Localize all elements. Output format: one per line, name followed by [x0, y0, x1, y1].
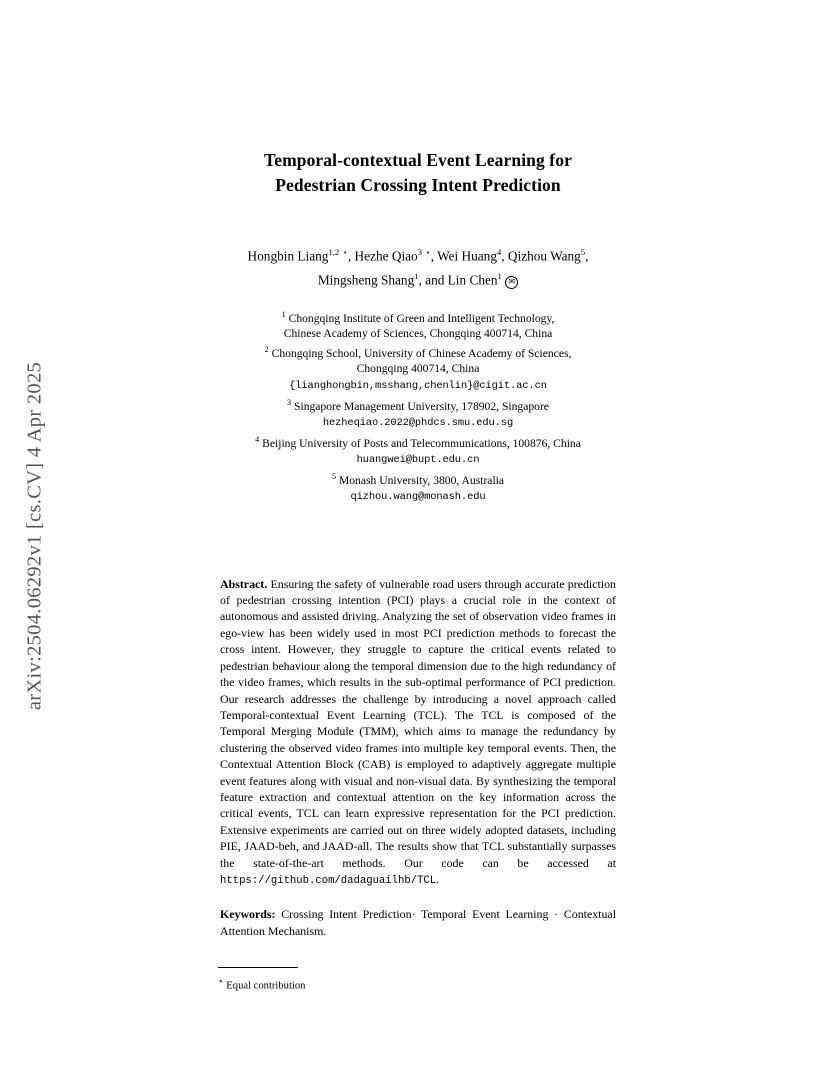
author-affil-mark-4: 5 [580, 247, 586, 257]
author-affil-mark-1: 1,2 [328, 247, 340, 257]
abstract-section [218, 576, 618, 890]
title-line-2: Pedestrian Crossing Intent Prediction [275, 175, 561, 195]
affiliation-text: Chongqing Institute of Green and Intelligent Technology, [288, 311, 555, 325]
arxiv-stamp [0, 0, 70, 1072]
affiliation-email [218, 451, 618, 469]
affiliation-email-text: huangwei@bupt.edu.cn [356, 454, 480, 467]
affiliation-list [218, 307, 618, 506]
abstract-body: Ensuring the safety of vulnerable road users through accurate prediction of pedestrian crossing intention (PCI) plays a crucial role in the context of autonomous and assisted driving. Analyzing the set of observation video frames in ego-view has been widely used in most PCI prediction methods to forecast the cross intent. However, they struggle to capture the critical events related to pedestrian behaviour along the temporal dimension due to the high redundancy of the video frames, which results in the sub-optimal performance of PCI prediction. Our research addresses the challenge by introducing a novel approach called Temporal-contextual Event Learning (TCL). The TCL is composed of the Temporal Merging Module (TMM), which aims to manage the redundancy by clustering the observed video frames into multiple key temporal events. Then, the Contextual Attention Block (CAB) is employed to adaptively aggregate multiple event features along with visual and non-visual data. By synthesizing the temporal feature extraction and contextual attention on the key information across the critical events, TCL can learn expressive representation for the PCI prediction. Extensive experiments are carried out on three widely adopted datasets, including PIE, JAAD-beh, and JAAD-all. The results show that TCL substantially surpasses the state-of-the-art methods. Our code can be accessed at [220, 576, 616, 870]
affiliation-item [218, 395, 618, 414]
author-name-5: Mingsheng Shang [317, 272, 415, 288]
author-list [218, 242, 618, 291]
abstract-code-url[interactable]: https://github.com/dadaguailhb/TCL [220, 874, 437, 887]
affiliation-email-text: hezheqiao.2022@phdcs.smu.edu.sg [322, 416, 514, 429]
author-affil-mark-2: 3 [417, 247, 422, 257]
author-affil-mark-6: 1 [497, 271, 502, 282]
affiliation-mark: 5 [331, 471, 337, 481]
affiliation-text: Singapore Management University, 178902, Singapore [294, 399, 549, 413]
abstract-body-end: . [436, 871, 440, 886]
envelope-icon: ✉ [505, 276, 518, 289]
author-line-2 [218, 266, 618, 290]
page-title [218, 148, 618, 198]
author-affil-mark-5: 1 [414, 271, 419, 282]
author-affil-mark-3: 4 [496, 247, 502, 257]
footnote [218, 974, 618, 994]
affiliation-mark: 2 [264, 344, 269, 354]
affiliation-email [218, 377, 618, 395]
affiliation-item [218, 469, 618, 488]
affiliation-mark: 1 [281, 309, 286, 319]
affiliation-mark: 3 [287, 397, 292, 407]
abstract-heading: Abstract. [220, 576, 268, 591]
footnote-divider [218, 967, 298, 968]
keywords-section [218, 906, 618, 939]
author-name-6: , and Lin Chen [418, 272, 498, 288]
paper-page [218, 0, 618, 1072]
author-name-1: Hongbin Liang [247, 248, 329, 264]
affiliation-item [218, 361, 618, 377]
affiliation-item [218, 432, 618, 451]
author-line-1-sep: , [585, 248, 589, 264]
affiliation-item [218, 307, 618, 326]
affiliation-email [218, 414, 618, 432]
footnote-text: Equal contribution [226, 980, 306, 992]
affiliation-email-text: qizhou.wang@monash.edu [350, 491, 486, 504]
affiliation-text: Chongqing School, University of Chinese Academy of Sciences, [271, 346, 572, 360]
affiliation-item [218, 342, 618, 361]
affiliation-email [218, 488, 618, 506]
author-equal-mark-1: ⋆ [342, 247, 348, 257]
affiliation-item [218, 326, 618, 342]
author-equal-mark-2: ⋆ [425, 247, 431, 257]
author-line-1 [218, 242, 618, 266]
keywords-text: Crossing Intent Prediction· Temporal Event Learning · Contextual Attention Mechanism. [220, 907, 616, 938]
arxiv-stamp-text: arXiv:2504.06292v1 [cs.CV] 4 Apr 2025 [23, 361, 46, 711]
affiliation-text: Monash University, 3800, Australia [338, 473, 505, 487]
affiliation-text: Chinese Academy of Sciences, Chongqing 400714, China [283, 327, 553, 341]
affiliation-email-text: {lianghongbin,msshang,chenlin}@cigit.ac.cn [289, 379, 547, 392]
affiliation-text: Beijing University of Posts and Telecommunications, 100876, China [262, 436, 581, 450]
affiliation-text: Chongqing 400714, China [356, 362, 480, 376]
title-line-1: Temporal-contextual Event Learning for [264, 150, 572, 170]
author-name-3: , Wei Huang [430, 248, 497, 264]
footnote-marker: ⋆ [218, 976, 224, 987]
keywords-heading: Keywords: [220, 907, 276, 922]
affiliation-mark: 4 [255, 434, 260, 444]
author-name-2: , Hezhe Qiao [347, 248, 418, 264]
author-name-4: , Qizhou Wang [501, 248, 581, 264]
